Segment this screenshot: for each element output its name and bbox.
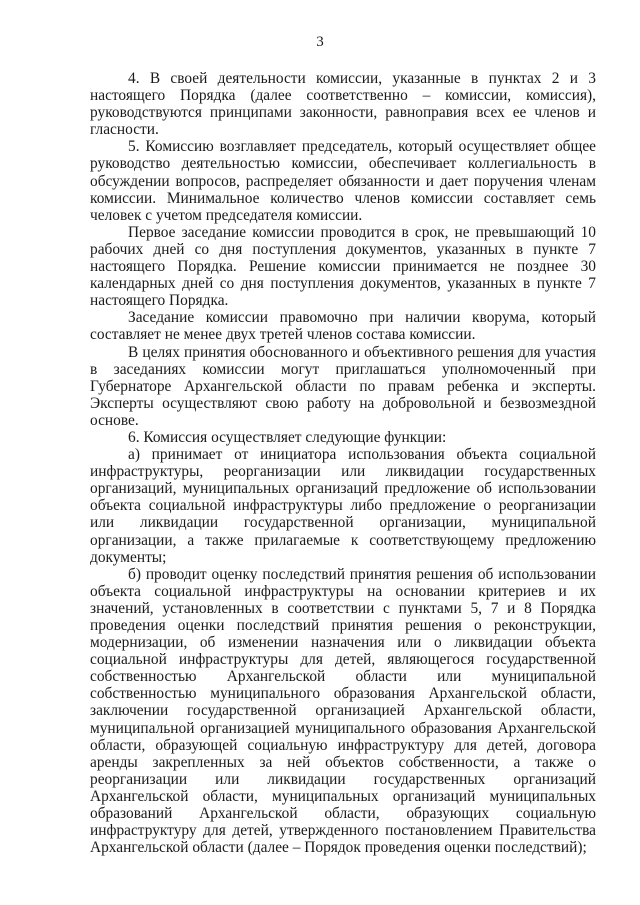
document-body <box>90 70 596 856</box>
paragraph-quorum: Заседание комиссии правомочно при наличии кворума, который составляет не менее двух третей членов состава комиссии. <box>90 309 596 344</box>
paragraph-subitem-b: б) проводит оценку последствий принятия решения об использовании объекта социальной инфраструктуры на основании критериев и их значений, установленных в соответствии с пунктами 5, 7 и 8 Порядка проведения оценки последствий принятия решения о реконструкции, модернизации, об изменении назначения или о ликвидации объекта социальной инфраструктуры для детей, являющегося государственной собственностью Архангельской области или муниципальной собственностью муниципального образования Архангельской области, заключении государственной организацией Архангельской области, муниципальной организацией муниципального образования Архангельской области, образующей социальную инфраструктуру для детей, договора аренды закрепленных за ней объектов собственности, а также о реорганизации или ликвидации государственных организаций Архангельской области, муниципальных организаций муниципальных образований Архангельской области, образующих социальную инфраструктуру для детей, утвержденного постановлением Правительства Архангельской области (далее – Порядок проведения оценки последствий); <box>90 565 596 857</box>
paragraph-experts: В целях принятия обоснованного и объективного решения для участия в заседаниях комиссии могут приглашаться уполномоченный при Губернаторе Архангельской области по правам ребенка и эксперты. Эксперты осуществляют свою работу на добровольной и безвозмездной основе. <box>90 343 596 429</box>
paragraph-item-4: 4. В своей деятельности комиссии, указанные в пунктах 2 и 3 настоящего Порядка (далее соответственно – комиссии, комиссия), руководствуются принципами законности, равноправия всех ее членов и гласности. <box>90 70 596 139</box>
page-number: 3 <box>316 34 324 50</box>
paragraph-first-meeting: Первое заседание комиссии проводится в срок, не превышающий 10 рабочих дней со дня поступления документов, указанных в пункте 7 настоящего Порядка. Решение комиссии принимается не позднее 30 календарных дней со дня поступления документов, указанных в пункте 7 настоящего Порядка. <box>90 223 596 310</box>
paragraph-item-5: 5. Комиссию возглавляет председатель, который осуществляет общее руководство деятельностью комиссии, обеспечивает коллегиальность в обсуждении вопросов, распределяет обязанности и дает поручения членам комиссии. Минимальное количество членов комиссии составляет семь человек с учетом председателя комиссии. <box>90 138 596 224</box>
paragraph-subitem-a: а) принимает от инициатора использования объекта социальной инфраструктуры, реорганизации или ликвидации государственных организаций, муниципальных организаций предложение об использовании объекта социальной инфраструктуры либо предложение о реорганизации или ликвидации государственной организации, муниципальной организации, а также прилагаемые к соответствующему предложению документы; <box>90 446 596 566</box>
paragraph-item-6: 6. Комиссия осуществляет следующие функции: <box>128 428 447 446</box>
